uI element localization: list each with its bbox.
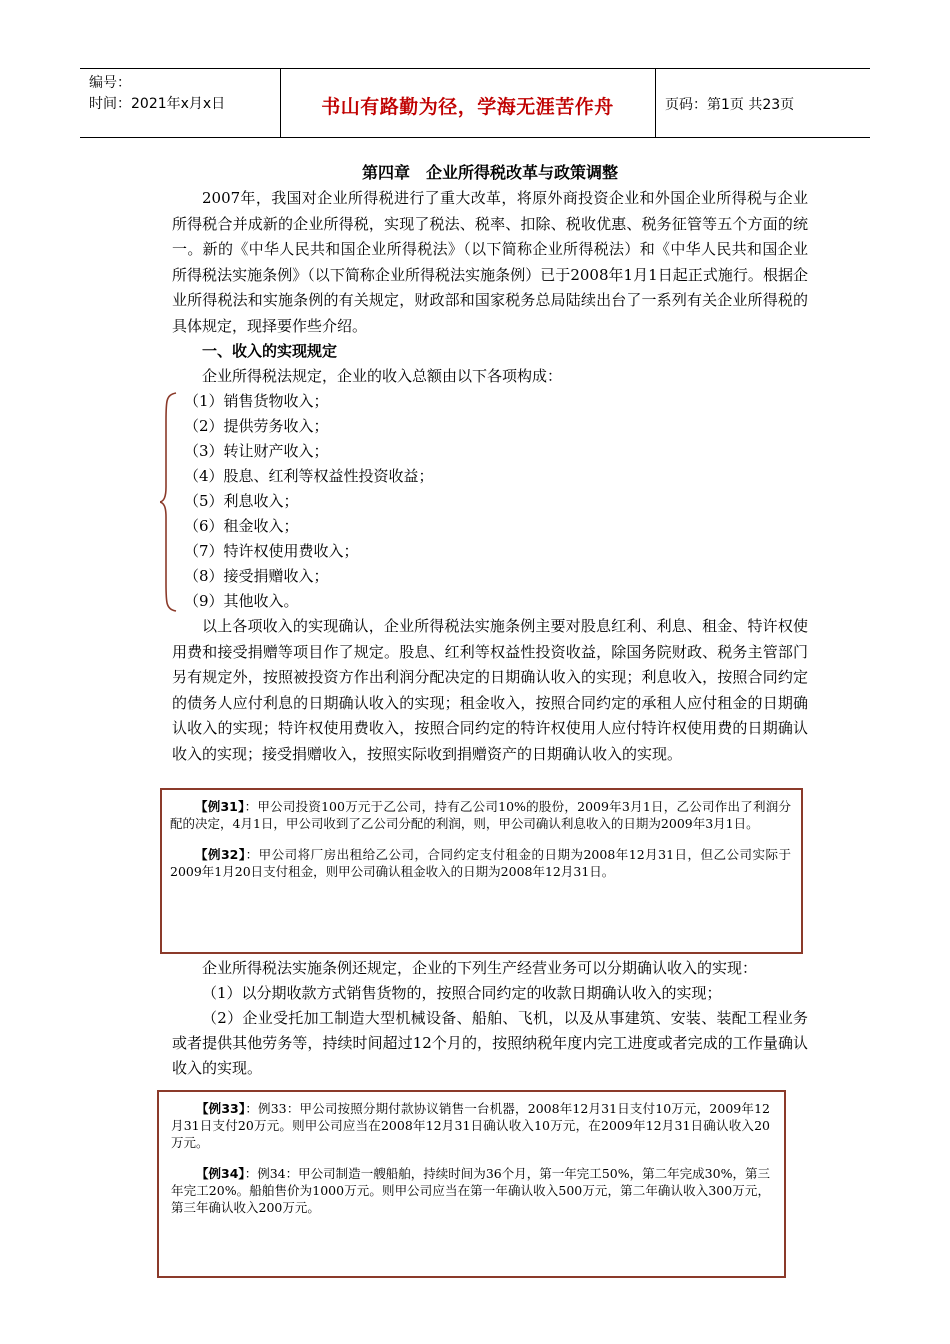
list-item: （7）特许权使用费收入； (184, 542, 359, 560)
list-item: （8）接受捐赠收入； (184, 567, 329, 585)
income-lead: 企业所得税法规定，企业的收入总额由以下各项构成： (202, 367, 563, 385)
example-box (160, 788, 803, 954)
document-body (172, 160, 808, 767)
list-item: （9）其他收入。 (184, 592, 299, 610)
installment-lead: 企业所得税法实施条例还规定，企业的下列生产经营业务可以分期确认收入的实现： (202, 959, 758, 977)
number-label: 编号： (89, 75, 131, 91)
example-text: ：甲公司将厂房出租给乙公司，合同约定支付租金的日期为2008年12月31日，但乙公司实际于2009年1月20日支付租金，则甲公司确认租金收入的日期为2008年12月31日。 (170, 847, 791, 879)
list-item: （3）转让财产收入； (184, 442, 329, 460)
example-label: 【例32】 (195, 847, 246, 862)
example-31 (170, 798, 791, 832)
example-32 (170, 846, 791, 880)
installment-section (172, 956, 808, 1081)
header-meta (89, 73, 225, 115)
example-text: ：甲公司投资100万元于乙公司，持有乙公司10%的股份，2009年3月1日，乙公司作出了利润分配的决定，4月1日，甲公司收到了乙公司分配的利润，则，甲公司确认利息收入的日期为2009年3月1日。 (170, 799, 791, 831)
header-divider (655, 69, 656, 137)
example-label: 【例31】 (195, 799, 245, 814)
income-list (172, 389, 808, 614)
installment-item-1: （1）以分期收款方式销售货物的，按照合同约定的收款日期确认收入的实现； (202, 984, 722, 1002)
list-item: （6）租金收入； (184, 517, 299, 535)
list-item: （2）提供劳务收入； (184, 417, 329, 435)
recognition-paragraph: 以上各项收入的实现确认，企业所得税法实施条例主要对股息红利、利息、租金、特许权使用费和接受捐赠等项目作了规定。股息、红利等权益性投资收益，除国务院财政、税务主管部门另有规定外，按照被投资方作出利润分配决定的日期确认收入的实现；利息收入，按照合同约定的债务人应付利息的日期确认收入的实现；租金收入，按照合同约定的承租人应付租金的日期确认收入的实现；特许权使用费收入，按照合同约定的特许权使用人应付特许权使用费的日期确认收入的实现；接受捐赠收入，按照实际收到捐赠资产的日期确认收入的实现。 (172, 617, 808, 763)
chapter-title: 第四章 企业所得税改革与政策调整 (361, 163, 618, 182)
page-info: 页码：第1页 共23页 (665, 97, 795, 113)
list-item: （4）股息、红利等权益性投资收益； (184, 467, 434, 485)
example-33 (171, 1100, 770, 1151)
example-text: ：例33：甲公司按照分期付款协议销售一台机器，2008年12月31日支付10万元，2009年12月31日支付20万元。则甲公司应当在2008年12月31日确认收入10万元，在2009年12月31日确认收入20万元。 (171, 1101, 770, 1150)
page-header (80, 68, 870, 138)
section-heading: 一、收入的实现规定 (202, 342, 338, 360)
time-label: 时间：2021年x月x日 (89, 96, 226, 112)
brace-icon (160, 391, 178, 613)
list-item: （5）利息收入； (184, 492, 299, 510)
intro-paragraph: 2007年，我国对企业所得税进行了重大改革，将原外商投资企业和外国企业所得税与企业所得税合并成新的企业所得税，实现了税法、税率、扣除、税收优惠、税务征管等五个方面的统一。新的《中华人民共和国企业所得税法》（以下简称企业所得税法）和《中华人民共和国企业所得税法实施条例》（以下简称企业所得税法实施条例）已于2008年1月1日起正式施行。根据企业所得税法和实施条例的有关规定，财政部和国家税务总局陆续出台了一系列有关企业所得税的具体规定，现择要作些介绍。 (172, 189, 808, 335)
example-label: 【例34】 (196, 1166, 245, 1181)
example-label: 【例33】 (196, 1101, 246, 1116)
installment-item-2: （2）企业受托加工制造大型机械设备、船舶、飞机，以及从事建筑、安装、装配工程业务或者提供其他劳务等，持续时间超过12个月的，按照纳税年度内完工进度或者完成的工作量确认收入的实现。 (172, 1009, 808, 1077)
list-item: （1）销售货物收入； (184, 392, 329, 410)
example-34 (171, 1165, 770, 1216)
example-text: ：例34：甲公司制造一艘船舶，持续时间为36个月，第一年完工50%，第二年完成30%，第三年完工20%。船舶售价为1000万元。则甲公司应当在第一年确认收入500万元，第二年确认收入300万元，第三年确认收入200万元。 (171, 1166, 770, 1215)
example-box (157, 1090, 786, 1278)
motto-text: 书山有路勤为径，学海无涯苦作舟 (321, 96, 614, 118)
